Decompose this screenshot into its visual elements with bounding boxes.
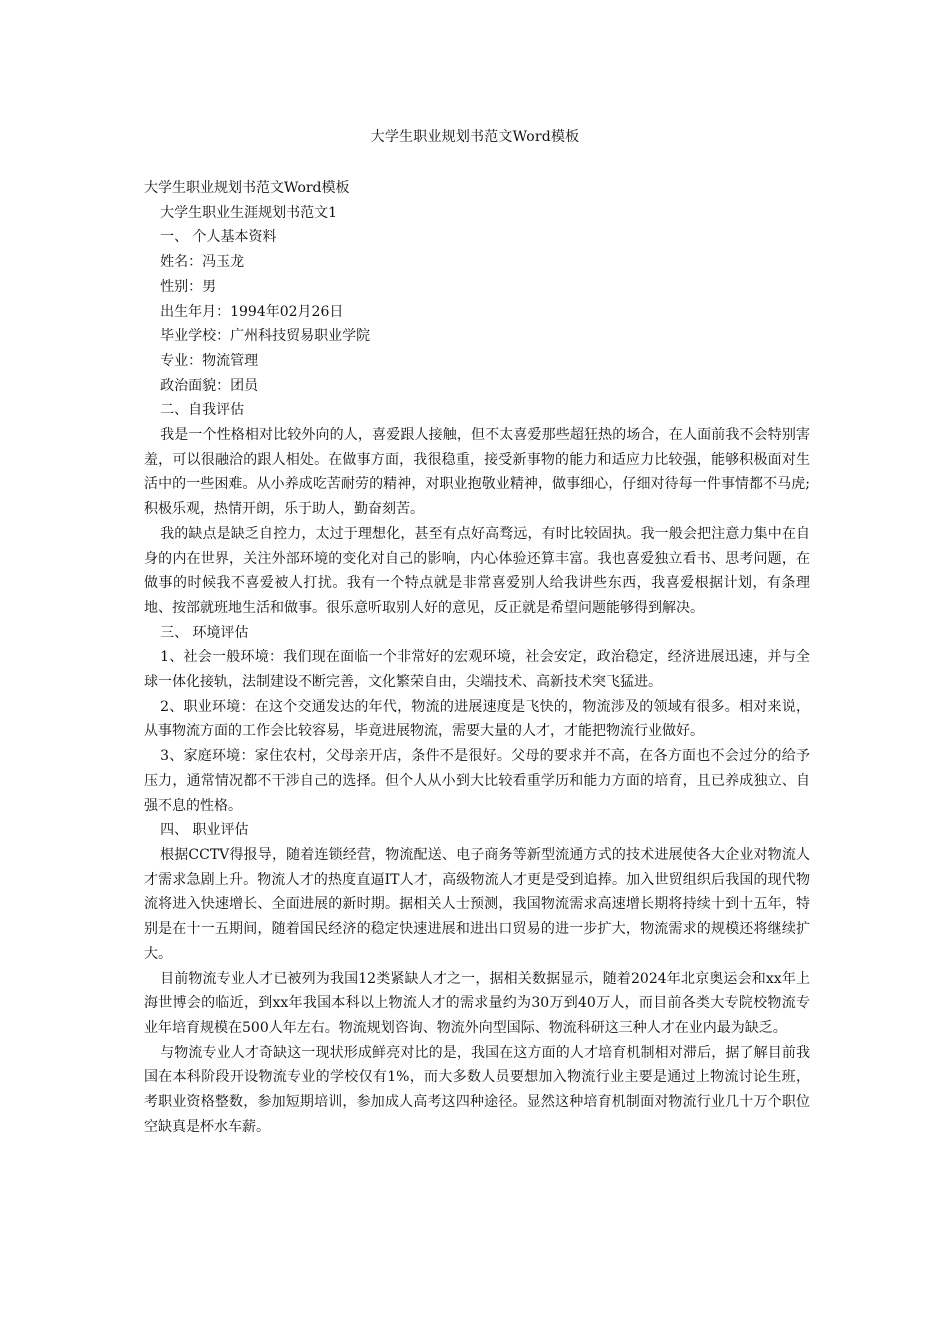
paragraph-social-environment: 1、社会一般环境：我们现在面临一个非常好的宏观环境，社会安定，政治稳定，经济进展迅速，并与全球一体化接轨，法制建设不断完善，文化繁荣自由，尖端技术、高新技术突飞猛进。 (144, 649, 810, 691)
paragraph-career-environment: 2、职业环境：在这个交通发达的年代，物流的进展速度是飞快的，物流涉及的领域有很多。相对来说，从事物流方面的工作会比较容易，毕竟进展物流，需要大量的人才，才能把物流行业做好。 (144, 698, 810, 740)
info-major: 专业：物流管理 (160, 352, 259, 369)
info-birthdate: 出生年月：1994年02月26日 (160, 303, 344, 320)
paragraph-talent-shortage: 目前物流专业人才已被列为我国12类紧缺人才之一，据相关数据显示，随着2024年北京奥运会和xx年上海世博会的临近，到xx年我国本科以上物流人才的需求量约为30万到40万人，而目前各类大专院校物流专业年培育规模在500人年左右。物流规划咨询、物流外向型国际、物流科研这三种人才在业内最为缺乏。 (144, 970, 810, 1036)
paragraph-family-environment: 3、家庭环境：家住农村，父母亲开店，条件不是很好。父母的要求并不高，在各方面也不会过分的给予压力，通常情况都不干涉自己的选择。但个人从小到大比较看重学历和能力方面的培育，且已养成独立、自强不息的性格。 (144, 748, 810, 814)
page-header: 大学生职业规划书范文Word模板 (370, 129, 580, 145)
info-school: 毕业学校：广州科技贸易职业学院 (160, 328, 371, 345)
info-name: 姓名：冯玉龙 (160, 254, 245, 271)
section-subtitle: 大学生职业生涯规划书范文1 (160, 204, 338, 221)
document-title-line: 大学生职业规划书范文Word模板 (144, 180, 350, 196)
heading-basic-info: 一、 个人基本资料 (160, 229, 277, 246)
heading-self-assessment: 二、自我评估 (160, 402, 245, 419)
paragraph-weaknesses: 我的缺点是缺乏自控力，太过于理想化，甚至有点好高骛远，有时比较固执。我一般会把注意力集中在自身的内在世界，关注外部环境的变化对自己的影响，内心体验还算丰富。我也喜爱独立看书、思考问题，在做事的时候我不喜爱被人打扰。我有一个特点就是非常喜爱别人给我讲些东西，我喜爱根据计划，有条理地、按部就班地生活和做事。很乐意听取别人好的意见，反正就是希望问题能够得到解决。 (144, 525, 810, 616)
paragraph-strengths: 我是一个性格相对比较外向的人，喜爱跟人接触，但不太喜爱那些超狂热的场合，在人面前我不会特别害羞，可以很融洽的跟人相处。在做事方面，我很稳重，接受新事物的能力和适应力比较强，能够积极面对生活中的一些困难。从小养成吃苦耐劳的精神，对职业抱敬业精神，做事细心，仔细对待每一件事情都不马虎;积极乐观，热情开朗，乐于助人，勤奋刻苦。 (144, 427, 810, 518)
paragraph-cctv-report: 根据CCTV得报导，随着连锁经营，物流配送、电子商务等新型流通方式的技术进展使各大企业对物流人才需求急剧上升。物流人才的热度直逼IT人才，高级物流人才更是受到追捧。加入世贸组织后我国的现代物流将进入快速增长、全面进展的新时期。据相关人士预测，我国物流需求高速增长期将持续十到十五年，特别是在十一五期间，随着国民经济的稳定快速进展和进出口贸易的进一步扩大，物流需求的规模还将继续扩大。 (144, 846, 810, 962)
heading-environment: 三、 环境评估 (160, 624, 249, 641)
document-body (144, 176, 810, 1139)
paragraph-training-mechanism: 与物流专业人才奇缺这一现状形成鲜亮对比的是，我国在这方面的人才培育机制相对滞后，据了解目前我国在本科阶段开设物流专业的学校仅有1%，而大多数人员要想加入物流行业主要是通过上物流讨论生班，考职业资格整数，参加短期培训，参加成人高考这四种途径。显然这种培育机制面对物流行业几十万个职位空缺真是杯水车薪。 (144, 1044, 810, 1135)
info-political-status: 政治面貌：团员 (160, 377, 259, 394)
info-gender: 性别：男 (160, 278, 217, 295)
heading-career-assessment: 四、 职业评估 (160, 822, 249, 839)
